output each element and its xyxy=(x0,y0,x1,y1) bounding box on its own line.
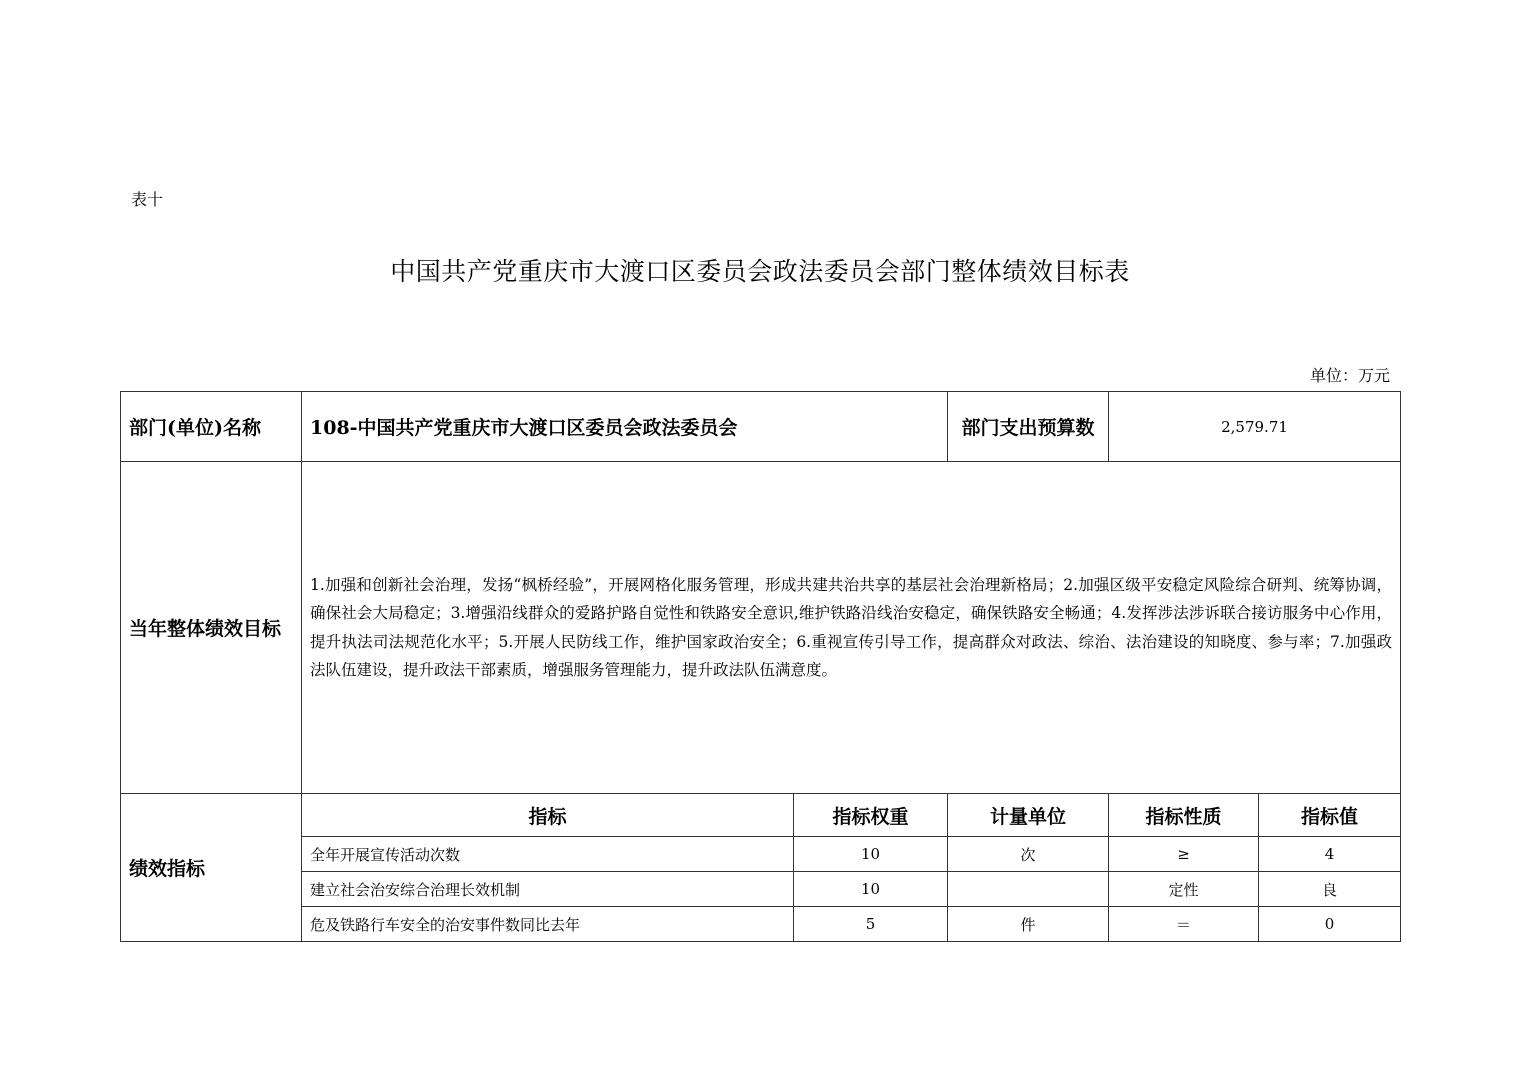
indicator-header-row xyxy=(121,794,1401,837)
indicator-header-value: 指标值 xyxy=(1259,794,1401,837)
indicator-nature: ＝ xyxy=(1109,907,1259,942)
indicator-header-weight: 指标权重 xyxy=(794,794,948,837)
dept-name-label: 部门(单位)名称 xyxy=(121,392,302,462)
indicator-header-unit: 计量单位 xyxy=(948,794,1109,837)
indicator-header-name: 指标 xyxy=(302,794,794,837)
indicator-nature: ≥ xyxy=(1109,837,1259,872)
dept-info-row xyxy=(121,392,1401,462)
indicator-weight: 10 xyxy=(794,872,948,907)
indicator-unit: 件 xyxy=(948,907,1109,942)
annual-goal-label: 当年整体绩效目标 xyxy=(121,462,302,794)
table-row xyxy=(121,872,1401,907)
indicator-value: 4 xyxy=(1259,837,1401,872)
table-row xyxy=(121,907,1401,942)
indicator-header-nature: 指标性质 xyxy=(1109,794,1259,837)
indicator-name: 全年开展宣传活动次数 xyxy=(302,837,794,872)
indicator-name: 建立社会治安综合治理长效机制 xyxy=(302,872,794,907)
annual-goal-text: 1.加强和创新社会治理，发扬“枫桥经验”，开展网格化服务管理，形成共建共治共享的基层社会治理新格局；2.加强区级平安稳定风险综合研判、统筹协调，确保社会大局稳定；3.增强沿线群众的爱路护路自觉性和铁路安全意识,维护铁路沿线治安稳定，确保铁路安全畅通；4.发挥涉法涉诉联合接访服务中心作用，提升执法司法规范化水平；5.开展人民防线工作，维护国家政治安全；6.重视宣传引导工作，提高群众对政法、综治、法治建设的知晓度、参与率；7.加强政法队伍建设，提升政法干部素质，增强服务管理能力，提升政法队伍满意度。 xyxy=(302,462,1401,794)
dept-name-value: 108-中国共产党重庆市大渡口区委员会政法委员会 xyxy=(302,392,948,462)
budget-value: 2,579.71 xyxy=(1109,392,1401,462)
table-row xyxy=(121,837,1401,872)
indicator-value: 良 xyxy=(1259,872,1401,907)
indicator-unit xyxy=(948,872,1109,907)
indicator-nature: 定性 xyxy=(1109,872,1259,907)
indicator-value: 0 xyxy=(1259,907,1401,942)
unit-label: 单位：万元 xyxy=(1309,366,1390,385)
annual-goal-row xyxy=(121,462,1401,794)
indicator-weight: 10 xyxy=(794,837,948,872)
document-title: 中国共产党重庆市大渡口区委员会政法委员会部门整体绩效目标表 xyxy=(390,257,1130,286)
budget-label: 部门支出预算数 xyxy=(948,392,1109,462)
indicator-name: 危及铁路行车安全的治安事件数同比去年 xyxy=(302,907,794,942)
indicator-unit: 次 xyxy=(948,837,1109,872)
indicator-weight: 5 xyxy=(794,907,948,942)
table-label: 表十 xyxy=(131,190,164,209)
indicator-section-label: 绩效指标 xyxy=(121,794,302,942)
performance-target-table xyxy=(120,391,1401,942)
